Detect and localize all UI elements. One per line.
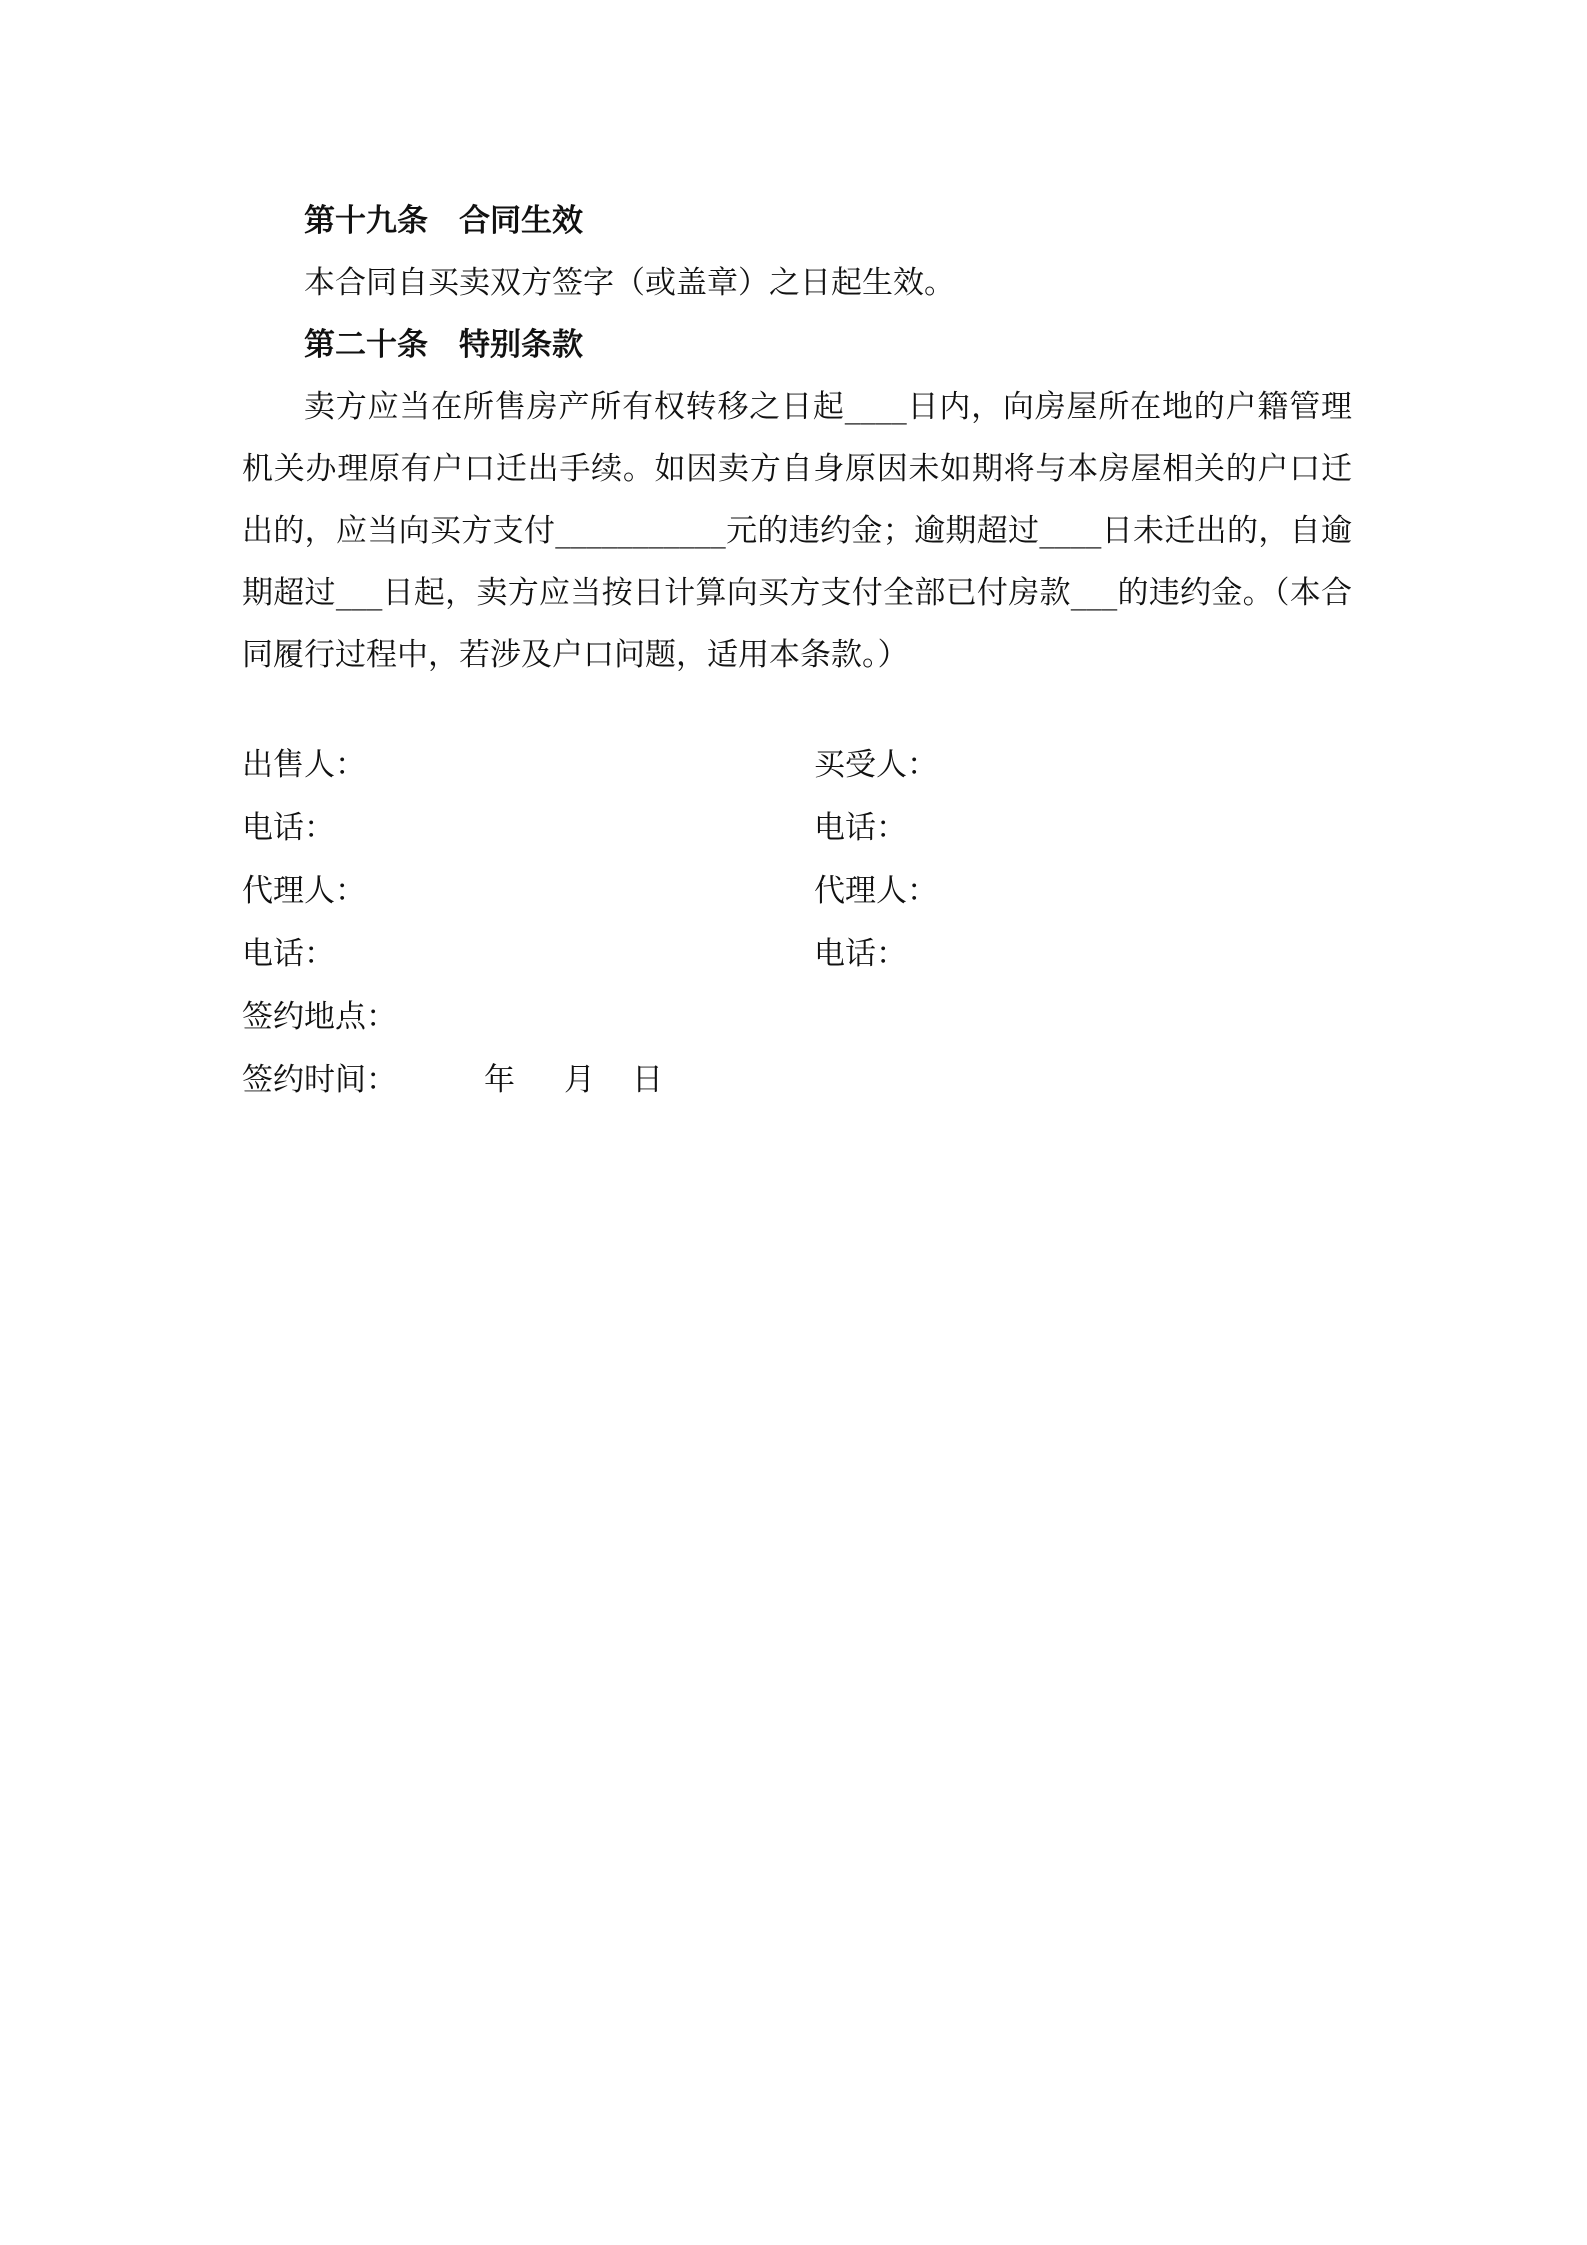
signature-row-agents bbox=[242, 860, 1352, 923]
year-label: 年 bbox=[484, 1062, 515, 1098]
seller-label: 出售人： bbox=[242, 747, 366, 783]
signing-time-row bbox=[242, 1049, 1352, 1112]
article-19-body: 本合同自买卖双方签字（或盖章）之日起生效。 bbox=[304, 265, 955, 301]
buyer-agent-phone-label: 电话： bbox=[814, 936, 907, 972]
signing-place-row bbox=[242, 986, 1352, 1049]
section-spacer bbox=[242, 686, 1352, 734]
article-20-body: 卖方应当在所售房产所有权转移之日起____日内，向房屋所在地的户籍管理机关办理原有户口迁出手续。如因卖方自身原因未如期将与本房屋相关的户口迁出的，应当向买方支付___________元的违约金；逾期超过____日未迁出的，自逾期超过___日起，卖方应当按日计算向买方支付全部已付房款___的违约金。（本合同履行过程中，若涉及户口问题，适用本条款。） bbox=[242, 389, 1352, 673]
signing-place-label: 签约地点： bbox=[242, 999, 397, 1035]
seller-phone-label: 电话： bbox=[242, 810, 335, 846]
contract-content bbox=[242, 190, 1352, 1112]
signature-row-agent-phones bbox=[242, 923, 1352, 986]
article-20-heading: 第二十条 特别条款 bbox=[304, 327, 583, 363]
month-label: 月 bbox=[564, 1062, 595, 1098]
day-label: 日 bbox=[632, 1062, 663, 1098]
seller-agent-phone-label: 电话： bbox=[242, 936, 335, 972]
buyer-phone-label: 电话： bbox=[814, 810, 907, 846]
article-19-heading: 第十九条 合同生效 bbox=[304, 203, 583, 239]
signature-row-parties bbox=[242, 734, 1352, 797]
buyer-label: 买受人： bbox=[814, 747, 938, 783]
buyer-agent-label: 代理人： bbox=[814, 873, 938, 909]
seller-agent-label: 代理人： bbox=[242, 873, 366, 909]
signature-row-phones bbox=[242, 797, 1352, 860]
signing-time-label: 签约时间： bbox=[242, 1062, 397, 1098]
